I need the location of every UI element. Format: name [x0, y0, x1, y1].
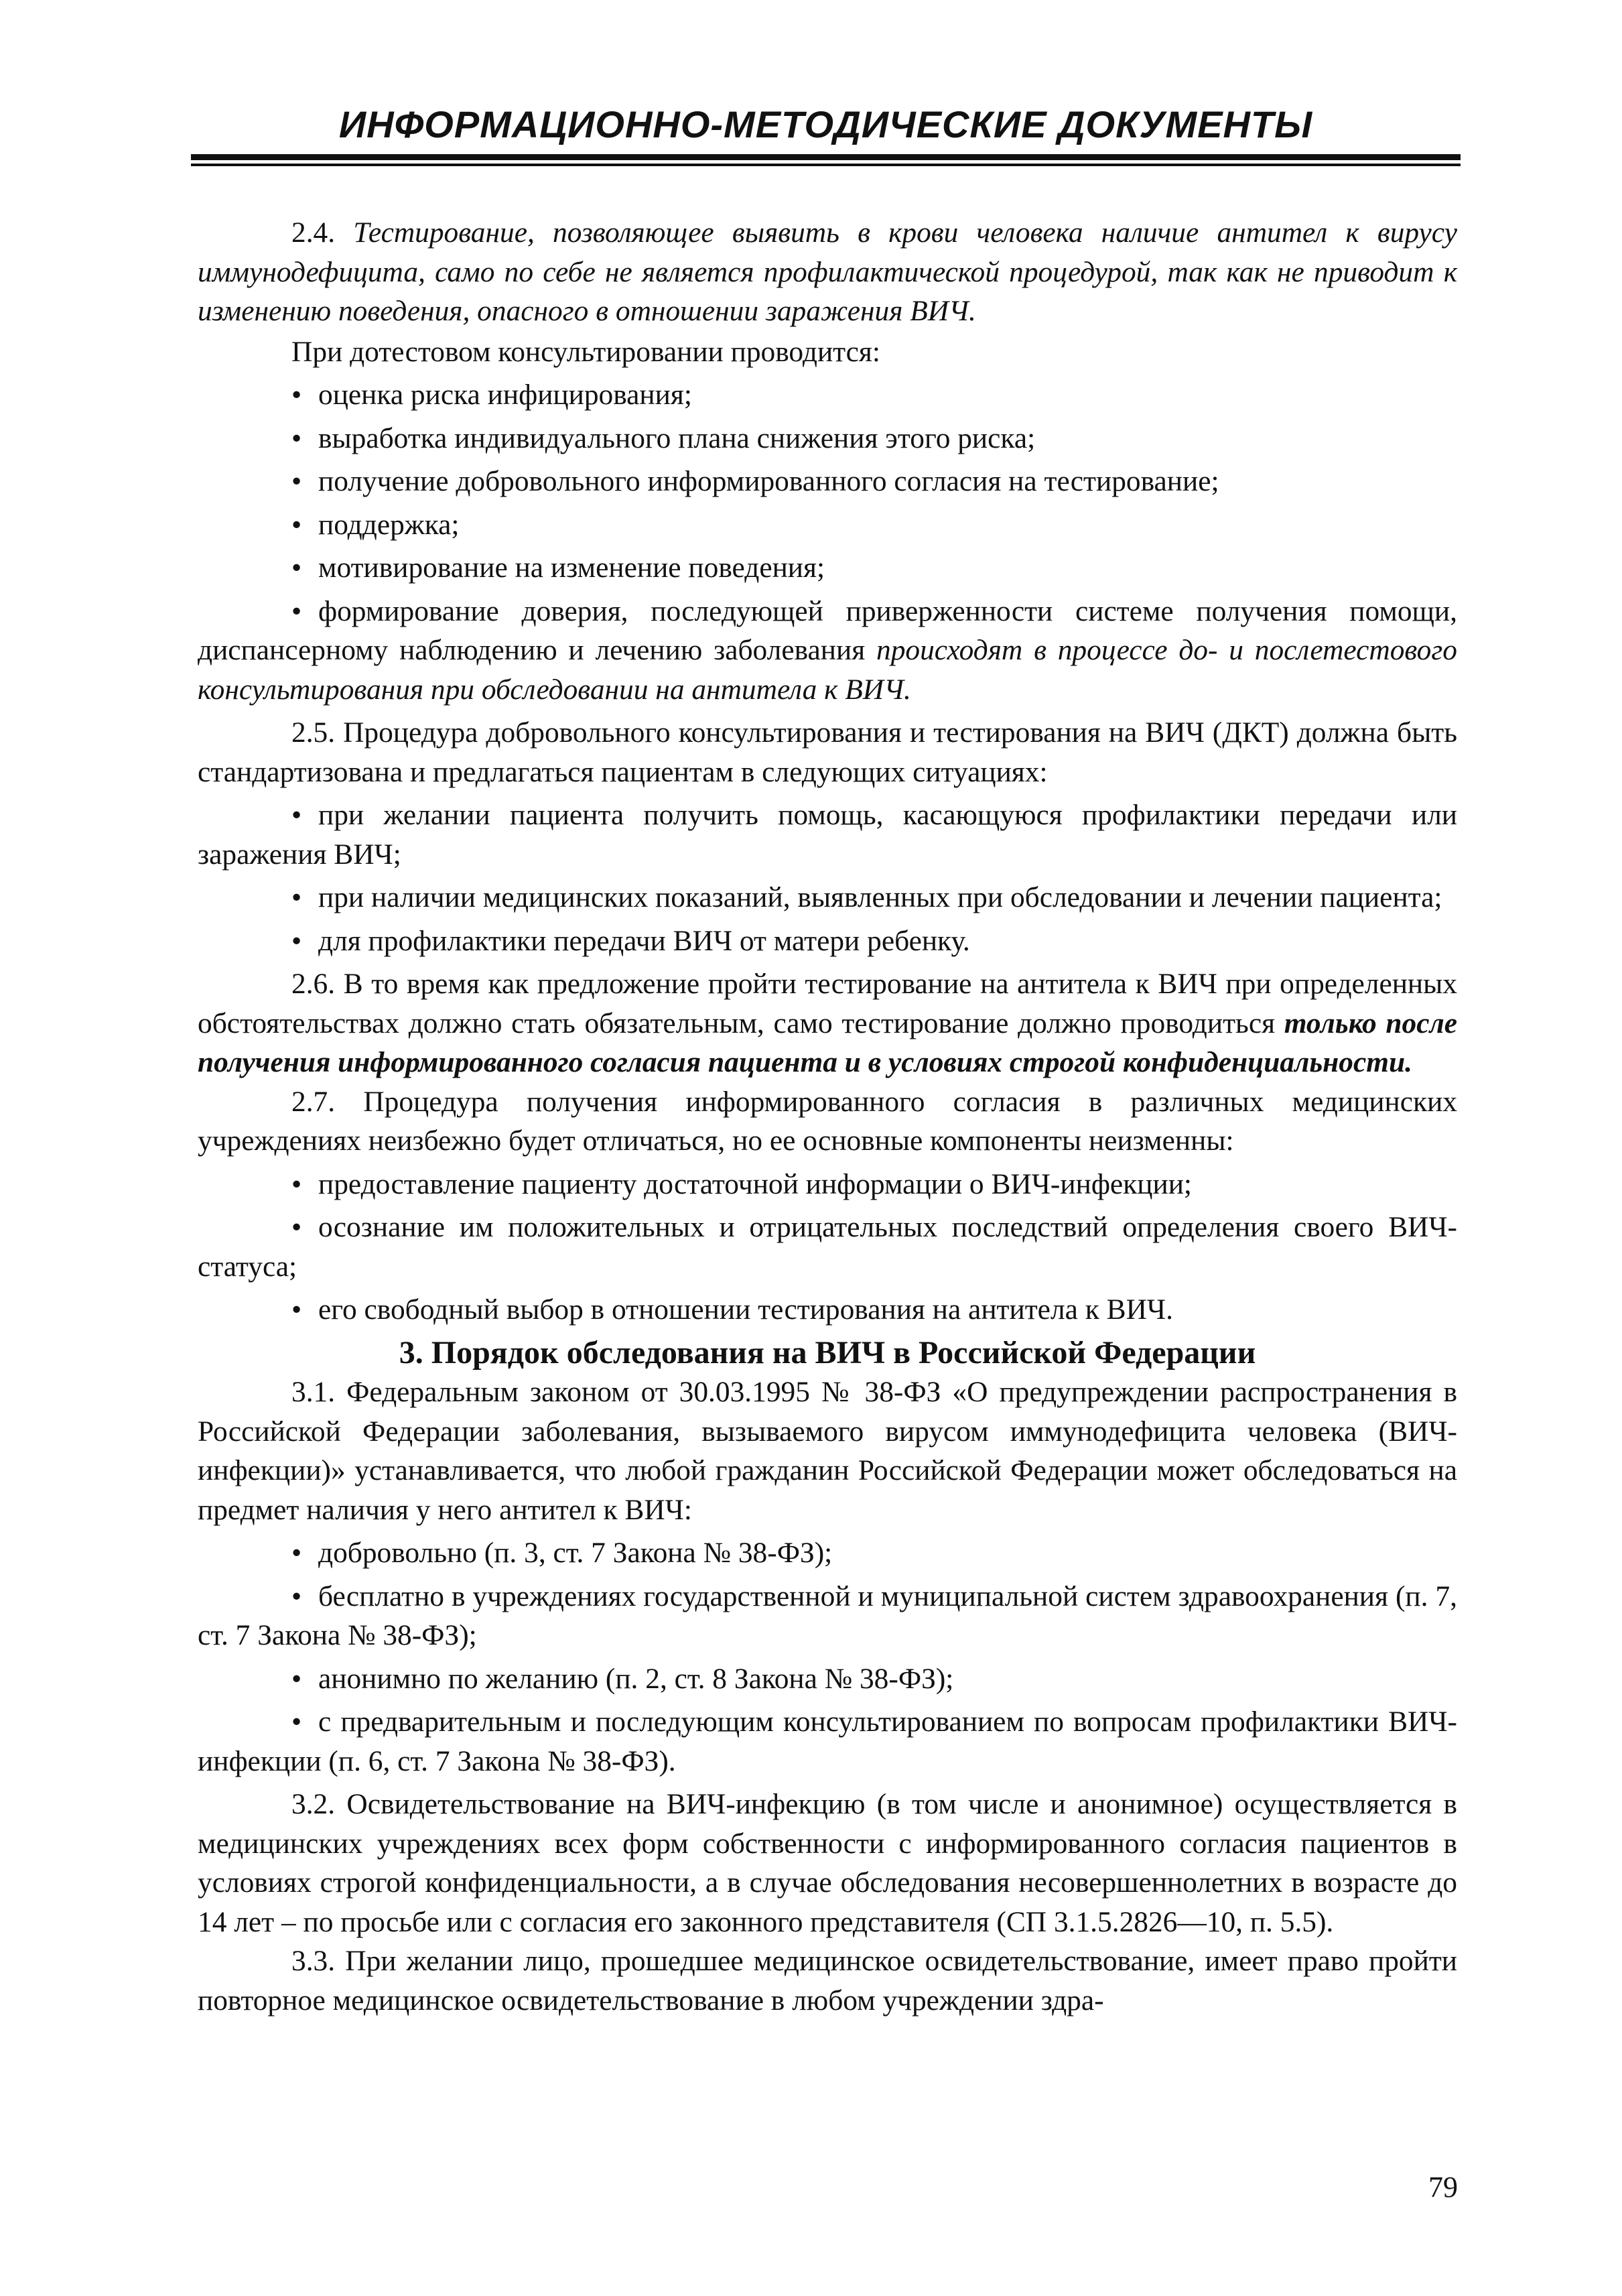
list-item: • для профилактики передачи ВИЧ от матери ребенку. — [198, 921, 1457, 961]
list-item: • при наличии медицинских показаний, выявленных при обследовании и лечении пациента; — [198, 878, 1457, 917]
list-item-italic-text: происходят в процессе до- и послетестового консультирования при обследовании на антитела к ВИЧ. — [198, 634, 1457, 706]
paragraph-pre-counsel: При дотестовом консультировании проводится: — [291, 335, 880, 368]
document-body — [198, 213, 1457, 2020]
header-rule-thin — [191, 164, 1461, 166]
paragraph-3-3: 3.3. При желании лицо, прошедшее медицинское освидетельствование, имеет право пройти повторное медицинское освидетельствование в любом учреждении здра- — [198, 1945, 1457, 2017]
list-item: • получение добровольного информированного согласия на тестирование; — [198, 462, 1457, 501]
paragraph-2-4 — [198, 213, 1457, 331]
paragraph-3-1: 3.1. Федеральным законом от 30.03.1995 № 38-ФЗ «О предупреждении распространения в Российской Федерации заболевания, вызываемого вирусом иммунодефицита человека (ВИЧ-инфекции)» устанавливается, что любой гражданин Российской Федерации может обследоваться на предмет наличия у него антител к ВИЧ: — [198, 1376, 1457, 1526]
list-item: • анонимно по желанию (п. 2, ст. 8 Закона № 38-ФЗ); — [198, 1659, 1457, 1699]
paragraph-2-5: 2.5. Процедура добровольного консультирования и тестирования на ВИЧ (ДКТ) должна быть стандартизована и предлагаться пациентам в следующих ситуациях: — [198, 716, 1457, 788]
header-rule — [191, 154, 1461, 160]
list-item: • выработка индивидуального плана снижения этого риска; — [198, 419, 1457, 458]
header-title: ИНФОРМАЦИОННО-МЕТОДИЧЕСКИЕ ДОКУМЕНТЫ — [338, 103, 1313, 145]
page-header — [191, 101, 1461, 166]
list-item: • с предварительным и последующим консультированием по вопросам профилактики ВИЧ-инфекции (п. 6, ст. 7 Закона № 38-ФЗ). — [198, 1702, 1457, 1781]
list-item: • бесплатно в учреждениях государственной и муниципальной систем здравоохранения (п. 7, ст. 7 Закона № 38-ФЗ); — [198, 1577, 1457, 1655]
list-item: • мотивирование на изменение поведения; — [198, 548, 1457, 588]
paragraph-3-2: 3.2. Освидетельствование на ВИЧ-инфекцию (в том числе и анонимное) осуществляется в медицинских учреждениях всех форм собственности с информированного согласия пациентов в условиях строгой конфиденциальности, а в случае обследования несовершеннолетних в возрасте до 14 лет – по просьбе или с согласия его законного представителя (СП 3.1.5.2826—10, п. 5.5). — [198, 1788, 1457, 1938]
page-number: 79 — [1428, 2171, 1458, 2204]
paragraph-2-7: 2.7. Процедура получения информированного согласия в различных медицинских учреждениях неизбежно будет отличаться, но ее основные компоненты неизменны: — [198, 1085, 1457, 1157]
section-title: 3. Порядок обследования на ВИЧ в Российской Федерации — [399, 1334, 1256, 1370]
paragraph-text: 2.6. В то время как предложение пройти тестирование на антитела к ВИЧ при определенных обстоятельствах должно стать обязательным, само тестирование должно проводиться — [198, 968, 1457, 1039]
list-item: • осознание им положительных и отрицательных последствий определения своего ВИЧ-статуса; — [198, 1208, 1457, 1286]
list-item-text: формирование доверия, последующей приверженности системе получения помощи, диспансерному наблюдению и лечению заболевания — [198, 594, 1457, 666]
list-item: • добровольно (п. 3, ст. 7 Закона № 38-ФЗ); — [198, 1533, 1457, 1573]
list-item: • предоставление пациенту достаточной информации о ВИЧ-инфекции; — [198, 1165, 1457, 1204]
list-item: • поддержка; — [198, 505, 1457, 545]
list-item: • его свободный выбор в отношении тестирования на антитела к ВИЧ. — [198, 1290, 1457, 1330]
paragraph-bold-italic-text: только после получения информированного согласия пациента и в условиях строгой конфиденциальности. — [198, 1007, 1457, 1078]
list-item: • при желании пациента получить помощь, касающуюся профилактики передачи или заражения ВИЧ; — [198, 795, 1457, 874]
list-item: • оценка риска инфицирования; — [198, 375, 1457, 415]
paragraph-number: 2.4. — [291, 216, 336, 249]
paragraph-2-6 — [198, 964, 1457, 1082]
list-item — [198, 592, 1457, 710]
paragraph-italic-text: Тестирование, позволяющее выявить в крови человека наличие антител к вирусу иммунодефицита, само по себе не является профилактической процедурой, так как не приводит к изменению поведения, опасного в отношении заражения ВИЧ. — [198, 216, 1457, 327]
